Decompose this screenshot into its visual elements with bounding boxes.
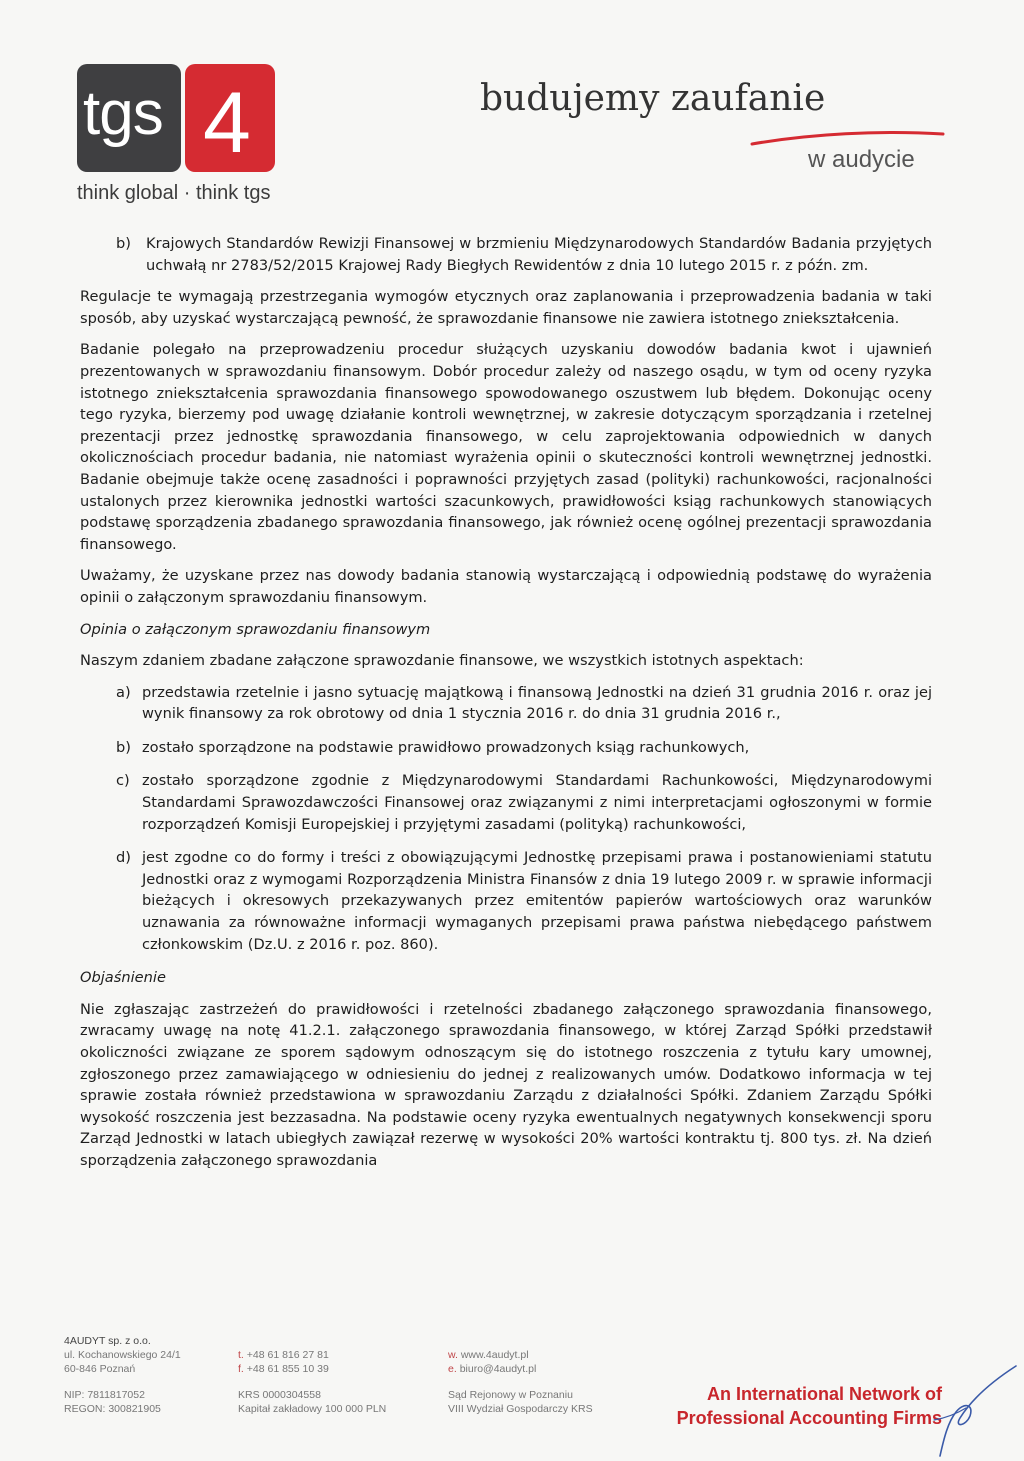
footer-company: 4AUDYT sp. z o.o. [64,1335,151,1347]
network-line-1: An International Network of [706,1384,942,1404]
logo-tgs-text: tgs [83,79,163,148]
document-body [80,233,932,1182]
footer-city: 60-846 Poznań [64,1363,136,1375]
list-text: Krajowych Standardów Rewizji Finansowej w brzmieniu Międzynarodowych Standardów Badania przyjętych uchwałą nr 2783/52/2015 Krajowej Rady Biegłych Rewidentów z dnia 10 lutego 2015 r. z późn. zm. [146,235,932,274]
footer-www [448,1348,593,1362]
list-item [80,233,932,276]
footer-contact-column [238,1334,386,1416]
paragraph: Nie zgłaszając zastrzeżeń do prawidłowości i rzetelności zbadanego załączonego sprawozdania finansowego, zwracamy uwagę na notę 41.2.1. załączonego sprawozdania finansowego, w której Zarząd Spółki przedstawił okoliczności związane ze sporem sądowym odnoszącym się do istotnego roszczenia z tytułu kary umownej, zgłoszonego przez zamawiającego w odniesieniu do jednej z realizowanych umów. Dodatkowo informacja w tej sprawie została również przedstawiona w sprawozdaniu Zarządu z działalności Spółki. Zdaniem Zarządu Spółki wysokość roszczenia jest bezzasadna. Na podstawie oceny ryzyka ewentualnych negatywnych konsekwencji sporu Zarząd Jednostki w latach ubiegłych zawiązał rezerwę w wysokości 20% wartości kontraktu tj. 800 tys. zł. Na dzień sporządzenia załączonego sprawozdania [80,1000,932,1169]
logo-four-text: 4 [203,75,251,171]
footer-regon: REGON: 300821905 [64,1403,161,1415]
motto: budujemy zaufanie [480,78,826,119]
footer-fax-number: +48 61 855 10 39 [246,1363,329,1375]
footer-address-column [64,1334,181,1416]
list-text: zostało sporządzone na podstawie prawidłowo prowadzonych ksiąg rachunkowych, [142,738,750,756]
list-marker: a) [116,683,131,701]
footer-www-prefix: w. [448,1349,458,1361]
list-marker: c) [116,772,130,790]
footer-phone [238,1348,386,1362]
section-heading-opinion: Opinia o załączonym sprawozdaniu finansowym [80,620,431,638]
motto-subtitle: w audycie [808,146,915,173]
list-text: zostało sporządzone zgodnie z Międzynarodowymi Standardami Rachunkowości, Międzynarodowymi Standardami Sprawozdawczości Finansowej oraz związanymi z nimi interpretacjami ogłoszonymi w formie rozporządzeń Komisji Europejskiej i przyjętymi zasadami (polityką) rachunkowości, [142,772,932,833]
list-text: jest zgodne co do formy i treści z obowiązującymi Jednostkę przepisami prawa i postanowieniami statutu Jednostki oraz z wymogami Rozporządzenia Ministra Finansów z dnia 19 lutego 2009 r. w sprawie informacji bieżących i okresowych przekazywanych przez emitentów papierów wartościowych oraz warunków uznawania za równoważne informacji wymaganych przepisami prawa państwa niebędącego państwem członkowskim (Dz.U. z 2016 r. poz. 860). [142,849,932,953]
footer-phone-number: +48 61 816 27 81 [246,1349,329,1361]
footer-phone-prefix: t. [238,1349,244,1361]
letterhead-footer [64,1334,1024,1444]
list-item [80,682,932,725]
footer-email-link[interactable]: biuro@4audyt.pl [459,1363,537,1375]
paragraph: Naszym zdaniem zbadane załączone sprawozdanie finansowe, we wszystkich istotnych aspektach: [80,652,804,670]
footer-capital: Kapitał zakładowy 100 000 PLN [238,1403,387,1415]
footer-court-1: Sąd Rejonowy w Poznaniu [448,1389,573,1401]
footer-fax-prefix: f. [238,1363,244,1375]
logo-four-block [185,64,275,172]
list-text: przedstawia rzetelnie i jasno sytuację majątkową i finansową Jednostki na dzień 31 grudnia 2016 r. oraz jej wynik finansowy za rok obrotowy od dnia 1 stycznia 2016 r. do dnia 31 grudnia 2016 r., [142,683,932,723]
footer-krs: KRS 0000304558 [238,1389,321,1401]
list-item [80,737,932,759]
footer-email-prefix: e. [448,1363,457,1375]
footer-email [448,1362,593,1376]
footer-nip: NIP: 7811817052 [64,1389,145,1401]
section-heading-explanation: Objaśnienie [80,969,166,987]
list-marker: b) [116,235,131,252]
paragraph: Badanie polegało na przeprowadzeniu procedur służących uzyskaniu dowodów badania kwot i ujawnień prezentowanych w sprawozdaniu finansowym. Dobór procedur zależy od naszego osądu, w tym od oceny ryzyka istotnego zniekształcenia sprawozdania finansowego spowodowanego oszustwem lub błędem. Dokonując oceny tego ryzyka, bierzemy pod uwagę działanie kontroli wewnętrznej, w zakresie dotyczącym sporządzania i rzetelnej prezentacji przez jednostkę sprawozdania finansowego, w celu zaprojektowania odpowiednich w danych okolicznościach procedur badania, nie natomiast wyrażenia opinii o skuteczności kontroli wewnętrznej jednostki. Badanie obejmuje także ocenę zasadności i poprawności przyjętych zasad (polityki) rachunkowości, racjonalności ustalonych przez kierownika jednostki wartości szacunkowych, prawidłowości ksiąg rachunkowych stanowiących podstawę sporządzenia zbadanego sprawozdania finansowego, jak również ocenę ogólnej prezentacji sprawozdania finansowego. [80,341,932,553]
paragraph: Uważamy, że uzyskane przez nas dowody badania stanowią wystarczającą i odpowiednią podstawę do wyrażenia opinii o załączonym sprawozdaniu finansowym. [80,567,932,606]
signature-icon [926,1360,1020,1460]
network-tagline [676,1382,942,1430]
list-item [80,847,932,955]
footer-fax [238,1362,386,1376]
footer-court-2: VIII Wydział Gospodarczy KRS [448,1403,593,1415]
footer-www-link[interactable]: www.4audyt.pl [460,1349,529,1361]
list-item [80,770,932,835]
footer-street: ul. Kochanowskiego 24/1 [64,1349,181,1361]
logo-tagline: think global · think tgs [77,182,271,204]
footer-web-column [448,1334,593,1416]
paragraph: Regulacje te wymagają przestrzegania wymogów etycznych oraz zaplanowania i przeprowadzenia badania w taki sposób, aby uzyskać wystarczającą pewność, że sprawozdanie finansowe nie zawiera istotnego zniekształcenia. [80,288,932,327]
list-marker: b) [116,738,131,756]
list-marker: d) [116,849,131,867]
logo-tgs-block [77,64,181,172]
motto-swoosh-icon [750,128,945,146]
network-line-2: Professional Accounting Firms [676,1408,942,1428]
